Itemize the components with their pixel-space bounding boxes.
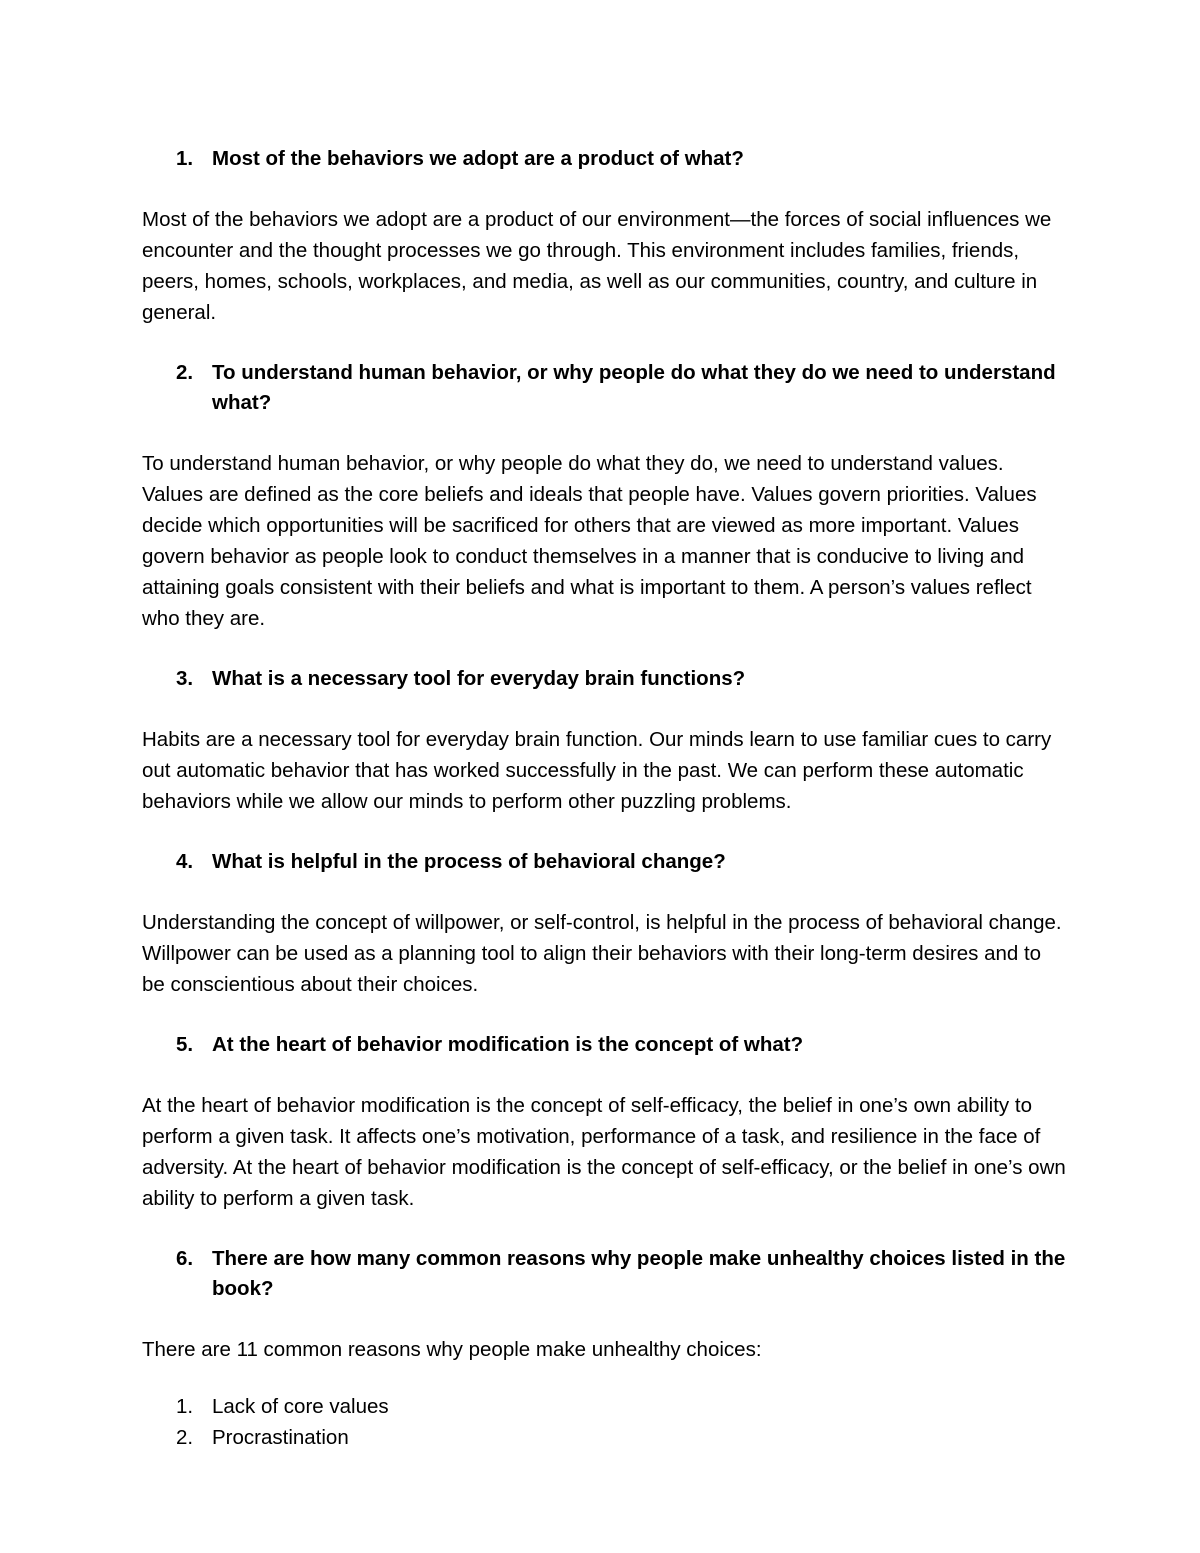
document-body <box>142 140 1067 1453</box>
reasons-list <box>142 1391 1067 1453</box>
question-5 <box>142 1030 1067 1060</box>
question-1 <box>142 144 1067 174</box>
list-item <box>142 1391 1067 1422</box>
question-text: At the heart of behavior modification is the concept of what? <box>212 1033 804 1056</box>
list-item <box>142 1422 1067 1453</box>
list-item-text: Lack of core values <box>212 1395 389 1418</box>
answer-5: At the heart of behavior modification is the concept of self-efficacy, the belief in one’s own ability to perform a given task. It affects one’s motivation, performance of a task, and resilience in the face of adversity. At the heart of behavior modification is the concept of self-efficacy, or the belief in one’s own ability to perform a given task. <box>142 1094 1066 1210</box>
answer-4: Understanding the concept of willpower, or self-control, is helpful in the process of behavioral change. Willpower can be used as a planning tool to align their behaviors with their long-term desires and to be conscientious about their choices. <box>142 911 1062 996</box>
question-text: What is a necessary tool for everyday brain functions? <box>212 667 746 690</box>
list-item-number: 1. <box>176 1395 194 1418</box>
question-text: To understand human behavior, or why people do what they do we need to understand what? <box>212 361 1056 414</box>
answer-1: Most of the behaviors we adopt are a product of our environment—the forces of social influences we encounter and the thought processes we go through. This environment includes families, friends, peers, homes, schools, workplaces, and media, as well as our communities, country, and culture in general. <box>142 208 1052 324</box>
question-number: 5. <box>176 1033 194 1056</box>
answer-3: Habits are a necessary tool for everyday brain function. Our minds learn to use familiar cues to carry out automatic behavior that has worked successfully in the past. We can perform these automatic behaviors while we allow our minds to perform other puzzling problems. <box>142 728 1052 813</box>
question-number: 4. <box>176 850 194 873</box>
question-number: 6. <box>176 1247 194 1270</box>
question-text: There are how many common reasons why people make unhealthy choices listed in the book? <box>212 1247 1066 1300</box>
answer-6: There are 11 common reasons why people make unhealthy choices: <box>142 1338 762 1361</box>
question-number: 3. <box>176 667 194 690</box>
question-2 <box>142 358 1067 418</box>
list-item-number: 2. <box>176 1426 194 1449</box>
question-text: What is helpful in the process of behavioral change? <box>212 850 726 873</box>
question-number: 1. <box>176 147 194 170</box>
question-3 <box>142 664 1067 694</box>
question-text: Most of the behaviors we adopt are a product of what? <box>212 147 744 170</box>
question-6 <box>142 1244 1067 1304</box>
question-4 <box>142 847 1067 877</box>
answer-2: To understand human behavior, or why people do what they do, we need to understand values. Values are defined as the core beliefs and ideals that people have. Values govern priorities. Values decide which opportunities will be sacrificed for others that are viewed as more important. Values govern behavior as people look to conduct themselves in a manner that is conducive to living and attaining goals consistent with their beliefs and what is important to them. A person’s values reflect who they are. <box>142 452 1037 630</box>
list-item-text: Procrastination <box>212 1426 349 1449</box>
question-number: 2. <box>176 361 194 384</box>
